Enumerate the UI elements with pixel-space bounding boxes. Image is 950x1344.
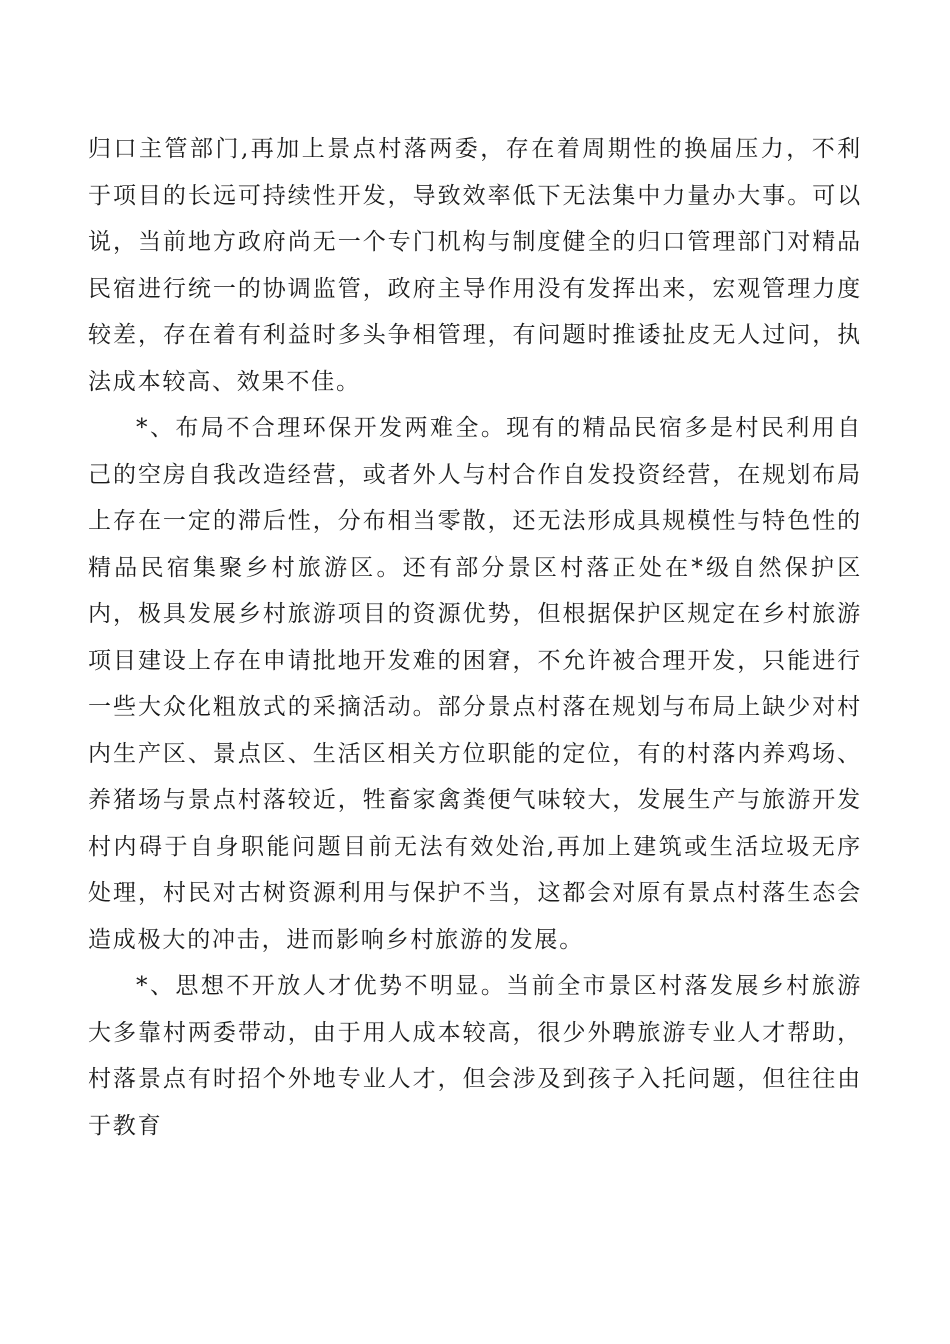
- paragraph-management: 归口主管部门,再加上景点村落两委，存在着周期性的换届压力，不利于项目的长远可持续性开发，导致效率低下无法集中力量办大事。可以说，当前地方政府尚无一个专门机构与制度健全的归口管理部门对精品民宿进行统一的协调监管，政府主导作用没有发挥出来，宏观管理力度较差，存在着有利益时多头争相管理，有问题时推诿扯皮无人过问，执法成本较高、效果不佳。: [88, 136, 862, 395]
- document-body: [88, 126, 862, 1149]
- paragraph-layout-environment: *、布局不合理环保开发两难全。现有的精品民宿多是村民利用自己的空房自我改造经营，或者外人与村合作自发投资经营，在规划布局上存在一定的滞后性，分布相当零散，还无法形成具规模性与特色性的精品民宿集聚乡村旅游区。还有部分景区村落正处在*级自然保护区内，极具发展乡村旅游项目的资源优势，但根据保护区规定在乡村旅游项目建设上存在申请批地开发难的困窘，不允许被合理开发，只能进行一些大众化粗放式的采摘活动。部分景点村落在规划与布局上缺少对村内生产区、景点区、生活区相关方位职能的定位，有的村落内养鸡场、养猪场与景点村落较近，牲畜家禽粪便气味较大，发展生产与旅游开发村内碍于自身职能问题目前无法有效处治,再加上建筑或生活垃圾无序处理，村民对古树资源利用与保护不当，这都会对原有景点村落生态会造成极大的冲击，进而影响乡村旅游的发展。: [88, 415, 862, 953]
- paragraph-talent: *、思想不开放人才优势不明显。当前全市景区村落发展乡村旅游大多靠村两委带动，由于用人成本较高，很少外聘旅游专业人才帮助，村落景点有时招个外地专业人才，但会涉及到孩子入托问题，但往往由于教育: [88, 973, 862, 1139]
